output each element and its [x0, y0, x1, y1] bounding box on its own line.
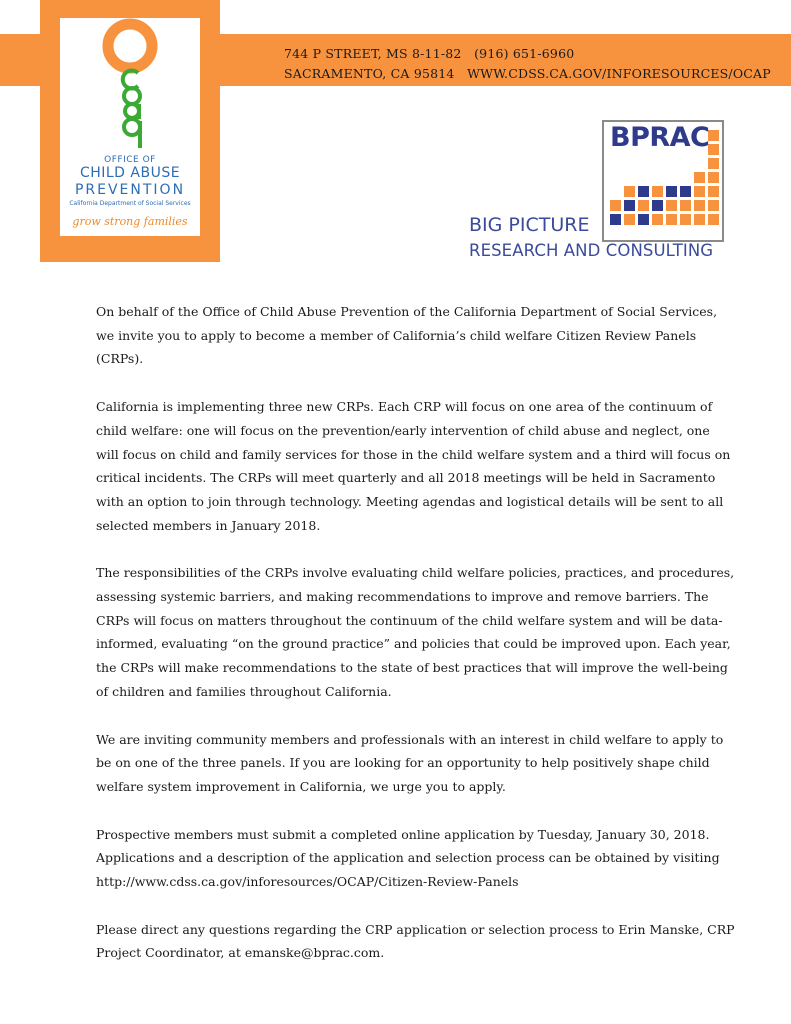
- bprac-name-line-2: RESEARCH AND CONSULTING: [469, 241, 714, 260]
- address-line-2: SACRAMENTO, CA 95814 WWW.CDSS.CA.GOV/INFORESOURCES/OCAP: [284, 66, 771, 81]
- header-address: [284, 44, 771, 84]
- paragraph-three-crps: California is implementing three new CRPs. Each CRP will focus on one area of the continuum of child welfare: one will focus on the prevention/early intervention of child abuse and neglect, one will focus on child and family services for those in the child welfare system and a third will focus on critical incidents. The CRPs will meet quarterly and all 2018 meetings will be held in Sacramento with an option to join through technology. Meeting agendas and logistical details will be sent to all selected members in January 2018.: [96, 399, 731, 533]
- paragraph-contact: Please direct any questions regarding the CRP application or selection process to Erin Manske, CRP Project Coordinator, at emanske@bprac.com.: [96, 921, 735, 961]
- paragraph-responsibilities: The responsibilities of the CRPs involve evaluating child welfare policies, practices, and procedures, assessing systemic barriers, and making recommendations to improve and remove barriers. The CRPs will focus on matters throughout the continuum of the child welfare system and will be data-informed, evaluating “on the ground practice” and policies that could be improved upon. Each year, the CRPs will make recommendations to the state of best practices that will improve the well-being of children and families throughout California.: [96, 565, 735, 699]
- ocap-office-of: OFFICE OF: [104, 155, 156, 165]
- ocap-child-abuse: CHILD ABUSE: [79, 165, 181, 181]
- ocap-prevention: PREVENTION: [74, 182, 186, 198]
- bprac-acronym: BPRAC: [610, 122, 710, 153]
- bprac-name-line-1: BIG PICTURE: [469, 214, 590, 236]
- ocap-logo-panel: [60, 18, 200, 236]
- ocap-tagline: grow strong families: [72, 215, 188, 228]
- ocap-logo-mark: [60, 18, 200, 158]
- ocap-logo: [40, 0, 220, 262]
- ocap-department: California Department of Social Services: [69, 200, 191, 207]
- paragraph-application-deadline: Prospective members must submit a completed online application by Tuesday, January 30, 2018. Applications and a description of the application and selection process can be obtained by visiting http://www.cdss.ca.gov/inforesources/OCAP/Citizen-Review-Panels: [96, 826, 720, 890]
- paragraph-invitation: On behalf of the Office of Child Abuse Prevention of the California Department of Social Services, we invite you to apply to become a member of California’s child welfare Citizen Review Panels (CRPs).: [96, 304, 718, 367]
- paragraph-inviting-members: We are inviting community members and professionals with an interest in child welfare to apply to be on one of the three panels. If you are looking for an opportunity to help positively shape child welfare system improvement in California, we urge you to apply.: [96, 731, 724, 794]
- bprac-logo: [602, 120, 724, 242]
- address-line-1: 744 P STREET, MS 8-11-82 (916) 651-6960: [284, 46, 575, 61]
- letter-body: [96, 300, 736, 989]
